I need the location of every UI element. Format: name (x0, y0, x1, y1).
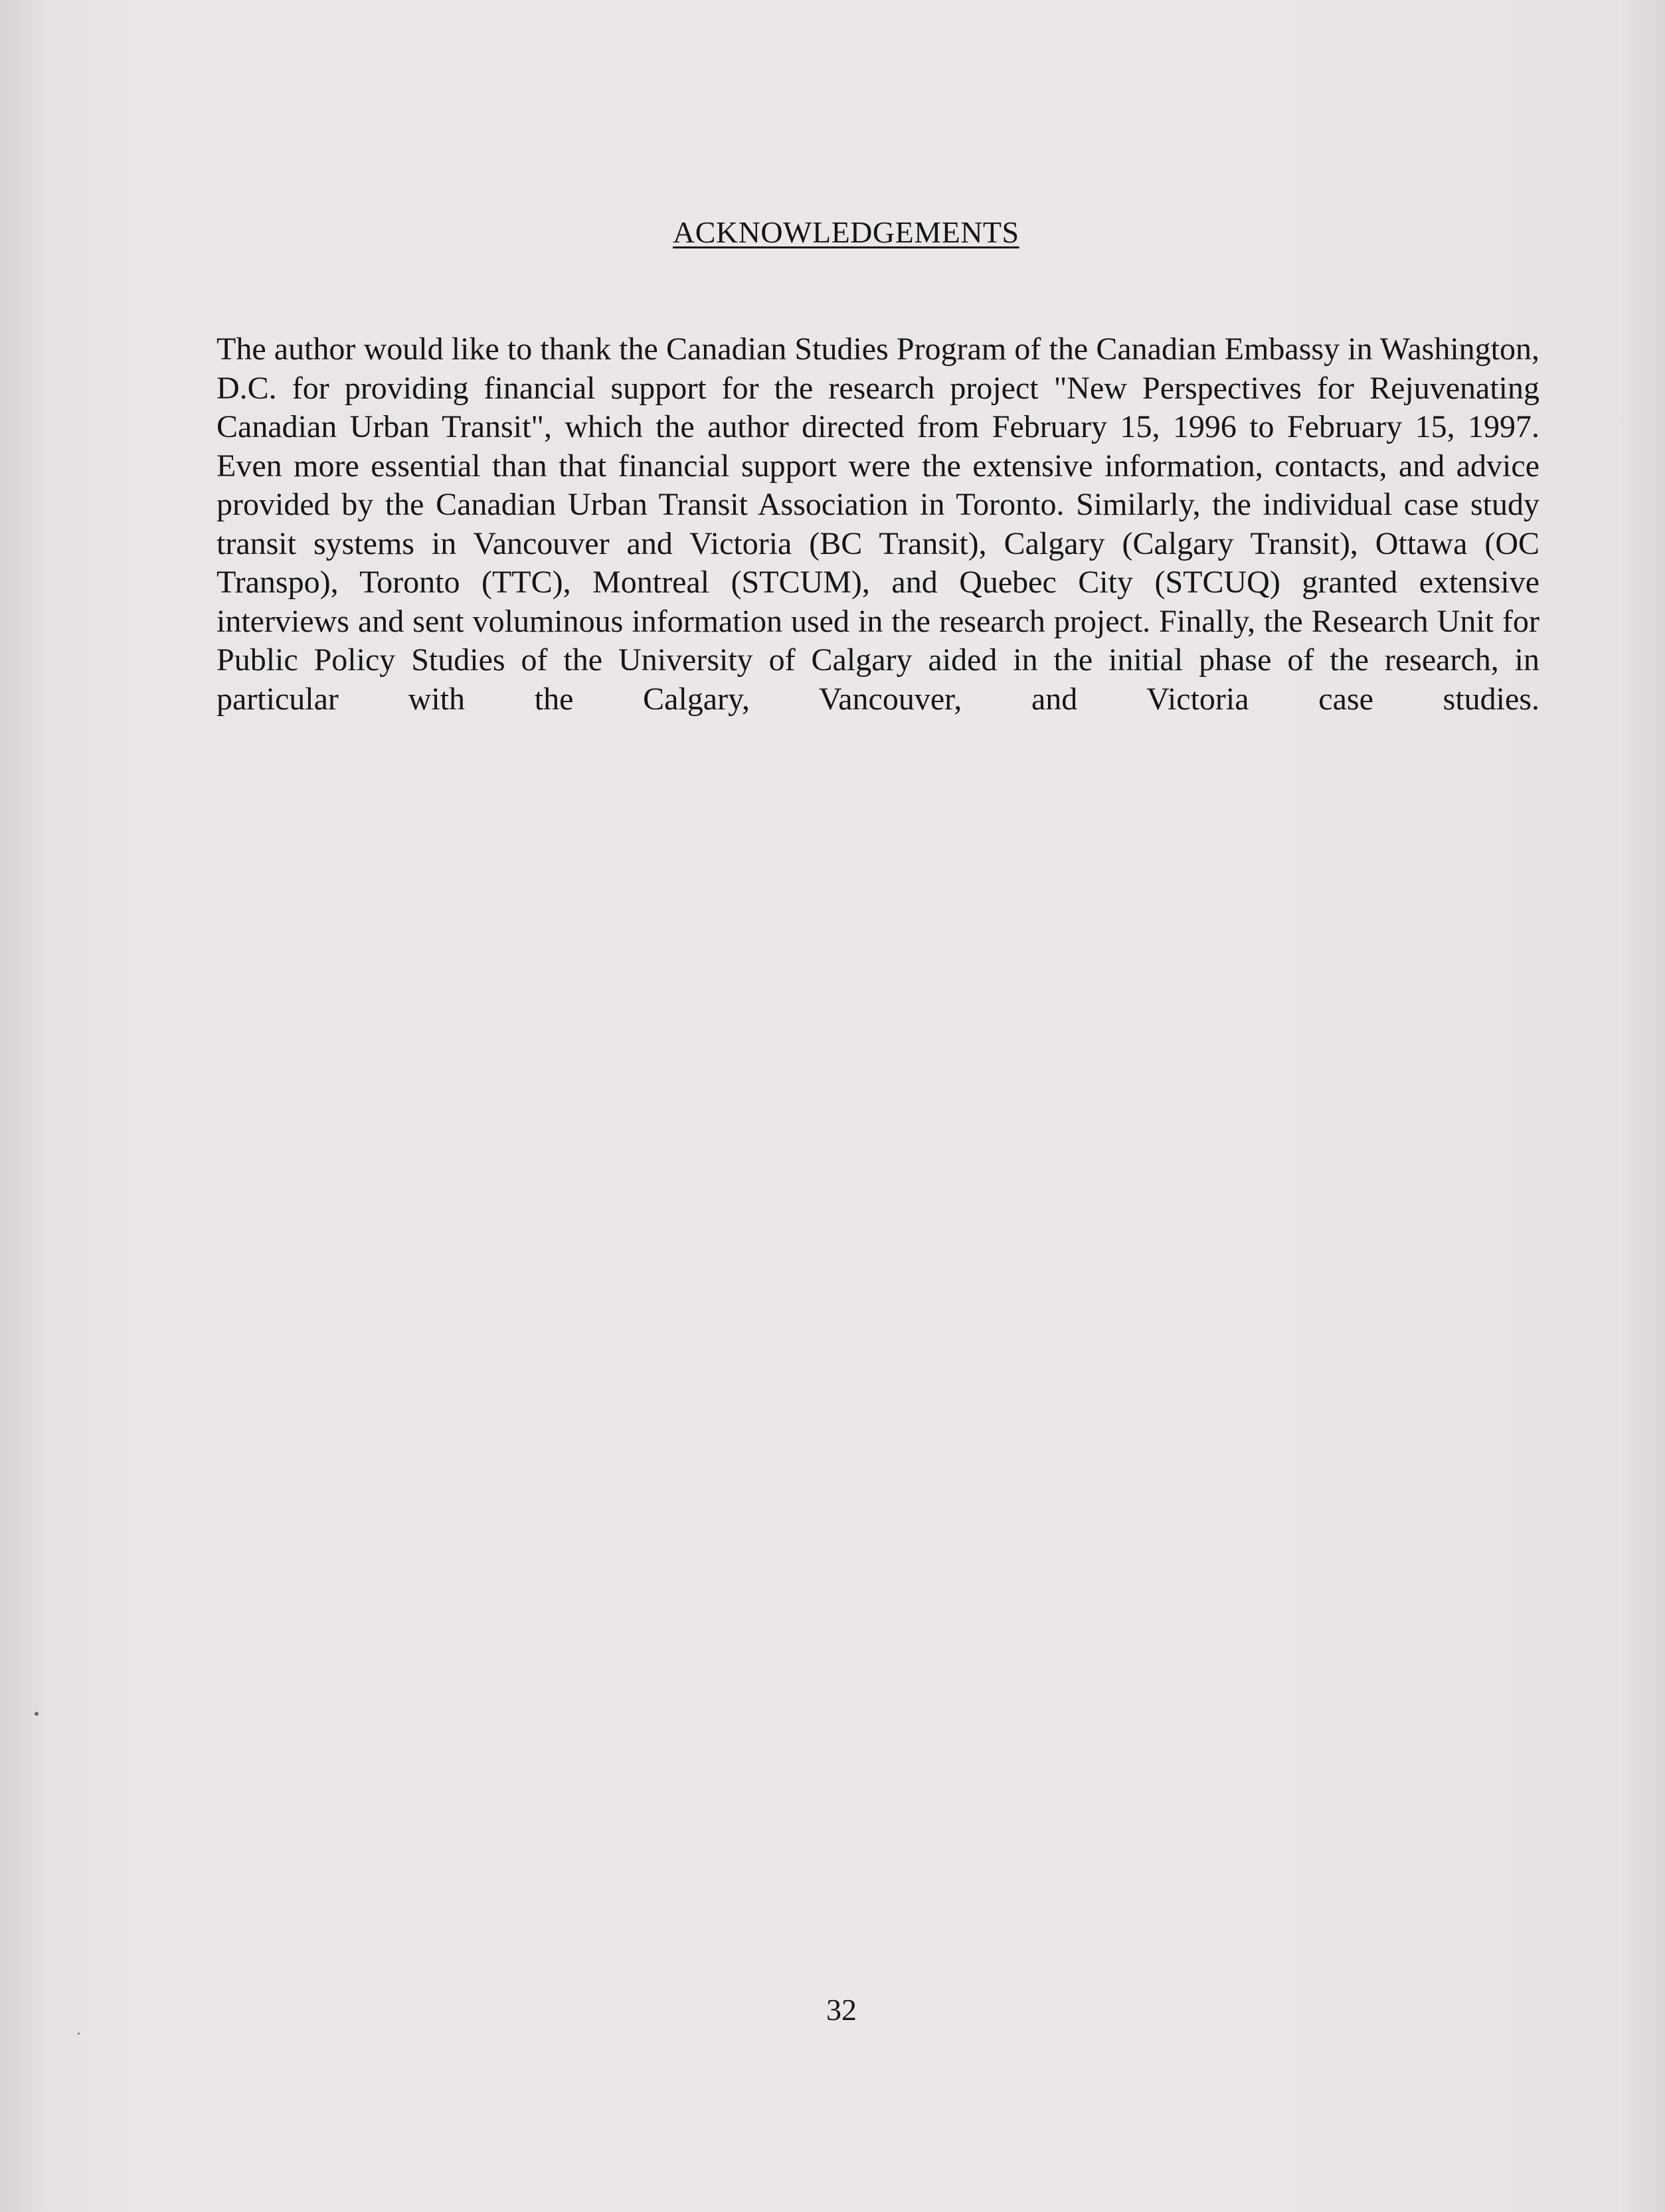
bleed-through-text (199, 784, 1541, 1847)
acknowledgements-paragraph: The author would like to thank the Canadian Studies Program of the Canadian Embassy in Washington, D.C. for providing financial support for the research project "New Perspectives for Rejuvenating Canadian Urban Transit", which the author directed from February 15, 1996 to February 15, 1997. Even more essential than that financial support were the extensive information, contacts, and advice provided by the Canadian Urban Transit Association in Toronto. Similarly, the individual case study transit systems in Vancouver and Victoria (BC Transit), Calgary (Calgary Transit), Ottawa (OC Transpo), Toronto (TTC), Montreal (STCUM), and Quebec City (STCUQ) granted extensive interviews and sent voluminous information used in the research project. Finally, the Research Unit for Public Policy Studies of the University of Calgary aided in the initial phase of the research, in particular with the Calgary, Vancouver, and Victoria case studies. (217, 331, 1539, 717)
scan-speck (78, 2033, 80, 2035)
page-edge-shadow-right (1619, 0, 1665, 2212)
page-number: 32 (826, 1993, 857, 2027)
scan-speck (35, 1712, 39, 1716)
page-heading: ACKNOWLEDGEMENTS (673, 215, 1019, 249)
page-edge-shadow-left (0, 0, 46, 2212)
